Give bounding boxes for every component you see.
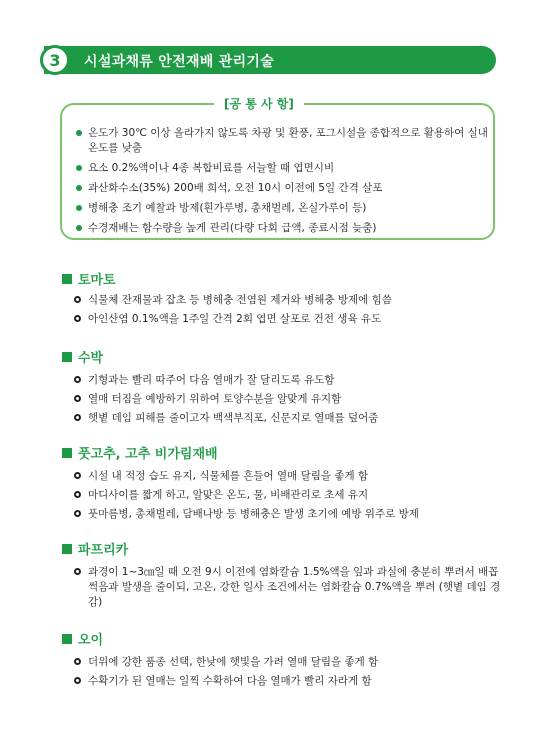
bullet-icon (76, 205, 82, 211)
list-item: 풋마름병, 총채벌레, 담배나방 등 병해충은 발생 초기에 예방 위주로 방제 (74, 507, 504, 522)
page-title: 시설과채류 안전재배 관리기술 (84, 54, 275, 70)
bullet-icon (76, 165, 82, 171)
section-list-pepper (74, 469, 504, 526)
ring-bullet-icon (74, 677, 81, 684)
ring-bullet-icon (74, 395, 81, 402)
common-item: 병해충 조기 예찰과 방제(흰가루병, 총채벌레, 온실가루이 등) (76, 201, 488, 216)
square-bullet-icon (62, 544, 72, 554)
square-bullet-icon (62, 448, 72, 458)
list-item: 기형과는 빨리 따주어 다음 열매가 잘 달리도록 유도함 (74, 373, 504, 388)
ring-bullet-icon (74, 568, 81, 575)
ring-bullet-icon (74, 376, 81, 383)
list-item: 마디사이를 짧게 하고, 알맞은 온도, 물, 비배관리로 초세 유지 (74, 488, 504, 503)
common-item: 온도가 30℃ 이상 올라가지 않도록 차광 및 환풍, 포그시설을 종합적으로 활용하여 실내온도를 낮춤 (76, 126, 488, 156)
bullet-icon (76, 130, 82, 136)
common-item: 요소 0.2%액이나 4종 복합비료를 서늘할 때 엽면시비 (76, 161, 488, 176)
common-items-badge: [공 통 사 항] (214, 94, 304, 114)
ring-bullet-icon (74, 491, 81, 498)
section-list-tomato (74, 293, 504, 331)
square-bullet-icon (62, 352, 72, 362)
section-list-watermelon (74, 373, 504, 430)
list-item: 열매 터짐을 예방하기 위하여 토양수분을 알맞게 유지함 (74, 392, 504, 407)
section-title-cucumber: 오이 (62, 629, 103, 648)
section-title-pepper: 풋고추, 고추 비가림재배 (62, 443, 218, 462)
square-bullet-icon (62, 634, 72, 644)
section-number-badge: 3 (40, 45, 70, 75)
section-list-cucumber (74, 655, 504, 693)
ring-bullet-icon (74, 658, 81, 665)
list-item: 햇볕 데임 피해를 줄이고자 백색부직포, 신문지로 열매를 덮어줌 (74, 411, 504, 426)
bullet-icon (76, 225, 82, 231)
common-items-list (76, 126, 488, 241)
ring-bullet-icon (74, 296, 81, 303)
bullet-icon (76, 185, 82, 191)
common-item: 과산화수소(35%) 200배 희석, 오전 10시 이전에 5일 간격 살포 (76, 181, 488, 196)
section-title-paprika: 파프리카 (62, 539, 128, 558)
list-item: 식물체 잔재물과 잡초 등 병해충 전염원 제거와 병해충 방제에 힘씀 (74, 293, 504, 308)
list-item: 더위에 강한 품종 선택, 한낮에 햇빛을 가려 열매 달림을 좋게 함 (74, 655, 504, 670)
section-list-paprika (74, 565, 504, 614)
section-title-tomato: 토마토 (62, 269, 116, 288)
square-bullet-icon (62, 274, 72, 284)
ring-bullet-icon (74, 510, 81, 517)
ring-bullet-icon (74, 414, 81, 421)
list-item: 시설 내 적정 습도 유지, 식물체를 흔들어 열매 달림을 좋게 함 (74, 469, 504, 484)
ring-bullet-icon (74, 315, 81, 322)
ring-bullet-icon (74, 472, 81, 479)
list-item: 수확기가 된 열매는 일찍 수확하여 다음 열매가 빨리 자라게 함 (74, 674, 504, 689)
list-item: 과경이 1~3㎝일 때 오전 9시 이전에 염화칼슘 1.5%액을 잎과 과실에 충분히 뿌려서 배꼽썩음과 발생을 줄이되, 고온, 강한 일사 조건에서는 염화칼슘 0.7%액을 뿌려 (햇볕 데임 경감) (74, 565, 504, 610)
section-title-watermelon: 수박 (62, 347, 103, 366)
common-item: 수경재배는 함수량을 높게 관리(다량 다회 급액, 종료시점 늦춤) (76, 221, 488, 236)
list-item: 아인산염 0.1%액을 1주일 간격 2회 엽면 살포로 건전 생육 유도 (74, 312, 504, 327)
